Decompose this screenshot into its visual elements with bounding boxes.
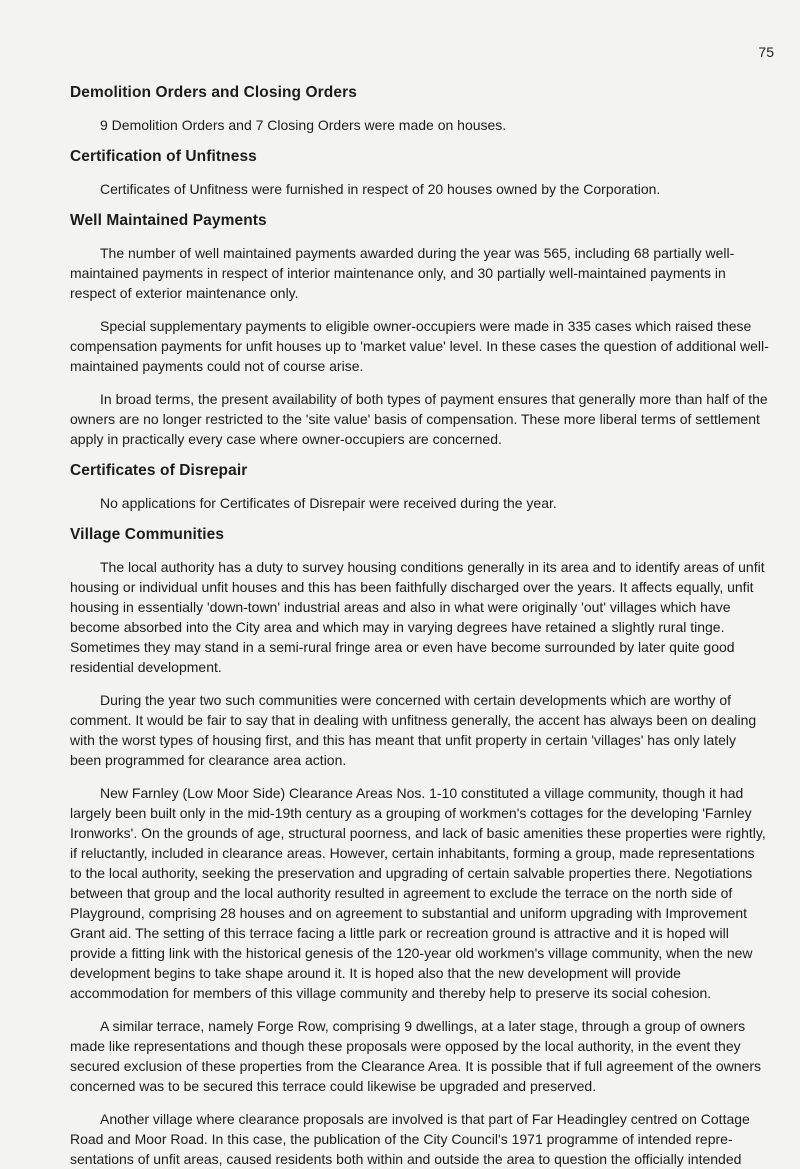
paragraph: No applications for Certificates of Disrepair were received during the year.	[100, 495, 557, 511]
paragraph: During the year two such communities were concerned with certain developments which are worthy of comment. It would be fair to say that in dealing with unfitness generally, the accent has always been on dealing with the worst types of housing first, and this has meant that unfit property in certain 'villages' has only lately been programmed for clearance area action.	[70, 692, 757, 768]
section-village-communities	[70, 526, 770, 1169]
section-heading: Village Communities	[70, 526, 225, 543]
document-body	[70, 84, 770, 1169]
paragraph: The number of well maintained payments awarded during the year was 565, including 68 partially well-maintained payments in respect of interior maintenance only, and 30 partially well-maintained payments in respect of exterior maintenance only.	[70, 245, 735, 301]
section-heading: Certification of Unfitness	[70, 148, 257, 165]
paragraph: The local authority has a duty to survey housing conditions generally in its area and to identify areas of unfit housing or individual unfit houses and this has been faithfully discharged over the years. It affects equally, unfit housing in essentially 'down-town' industrial areas and also in what were originally 'out' villages which have become absorbed into the City area and which may in varying degrees have retained a slightly rural tinge. Sometimes they may stand in a semi-rural fringe area or even have become surrounded by later quite good residential development.	[70, 559, 765, 675]
paragraph: Another village where clearance proposals are involved is that part of Far Headingley centred on Cottage Road and Moor Road. In this case, the publication of the City Council's 1971 programme of intended repre-sentations of unfit areas, caused residents both within and outside the area to question the officially intended	[70, 1111, 750, 1167]
section-heading: Certificates of Disrepair	[70, 462, 248, 479]
paragraph: Special supplementary payments to eligible owner-occupiers were made in 335 cases which raised these compensation payments for unfit houses up to 'market value' level. In these cases the question of additional well-maintained payments could not of course arise.	[70, 318, 769, 374]
paragraph: 9 Demolition Orders and 7 Closing Orders were made on houses.	[100, 117, 507, 133]
section-certificates-of-disrepair	[70, 462, 770, 513]
paragraph: In broad terms, the present availability of both types of payment ensures that generally more than half of the owners are no longer restricted to the 'site value' basis of compensation. These more liberal terms of settlement apply in practically every case where owner-occupiers are concerned.	[70, 391, 768, 447]
section-certification-of-unfitness	[70, 148, 770, 199]
paragraph: A similar terrace, namely Forge Row, comprising 9 dwellings, at a later stage, through a group of owners made like representations and though these proposals were opposed by the local authority, in the event they secured exclusion of these properties from the Clearance Area. It is possible that if full agreement of the owners concerned was to be secured this terrace could likewise be upgraded and preserved.	[70, 1018, 762, 1094]
section-heading: Well Maintained Payments	[70, 212, 267, 229]
section-heading: Demolition Orders and Closing Orders	[70, 84, 357, 101]
section-well-maintained-payments	[70, 212, 770, 449]
section-demolition-orders	[70, 84, 770, 135]
paragraph: New Farnley (Low Moor Side) Clearance Areas Nos. 1-10 constituted a village community, though it had largely been built only in the mid-19th century as a grouping of workmen's cottages for the developing 'Farnley Ironworks'. On the grounds of age, structural poorness, and lack of basic amenities these properties were rightly, if reluctantly, included in clearance areas. However, certain inhabitants, forming a group, made representations to the local authority, seeking the preservation and upgrading of certain salvable properties there. Negotiations between that group and the local authority resulted in agreement to exclude the terrace on the north side of Playground, comprising 28 houses and on agreement to substantial and uniform upgrading with Improvement Grant aid. The setting of this terrace facing a little park or recreation ground is attractive and it is hoped will provide a fitting link with the historical genesis of the 120-year old workmen's village community, when the new development begins to take shape around it. It is hoped also that the new development will provide accommodation for members of this village community and thereby help to preserve its social cohesion.	[70, 785, 766, 1001]
page-number: 75	[758, 44, 774, 60]
paragraph: Certificates of Unfitness were furnished in respect of 20 houses owned by the Corporation.	[100, 181, 661, 197]
